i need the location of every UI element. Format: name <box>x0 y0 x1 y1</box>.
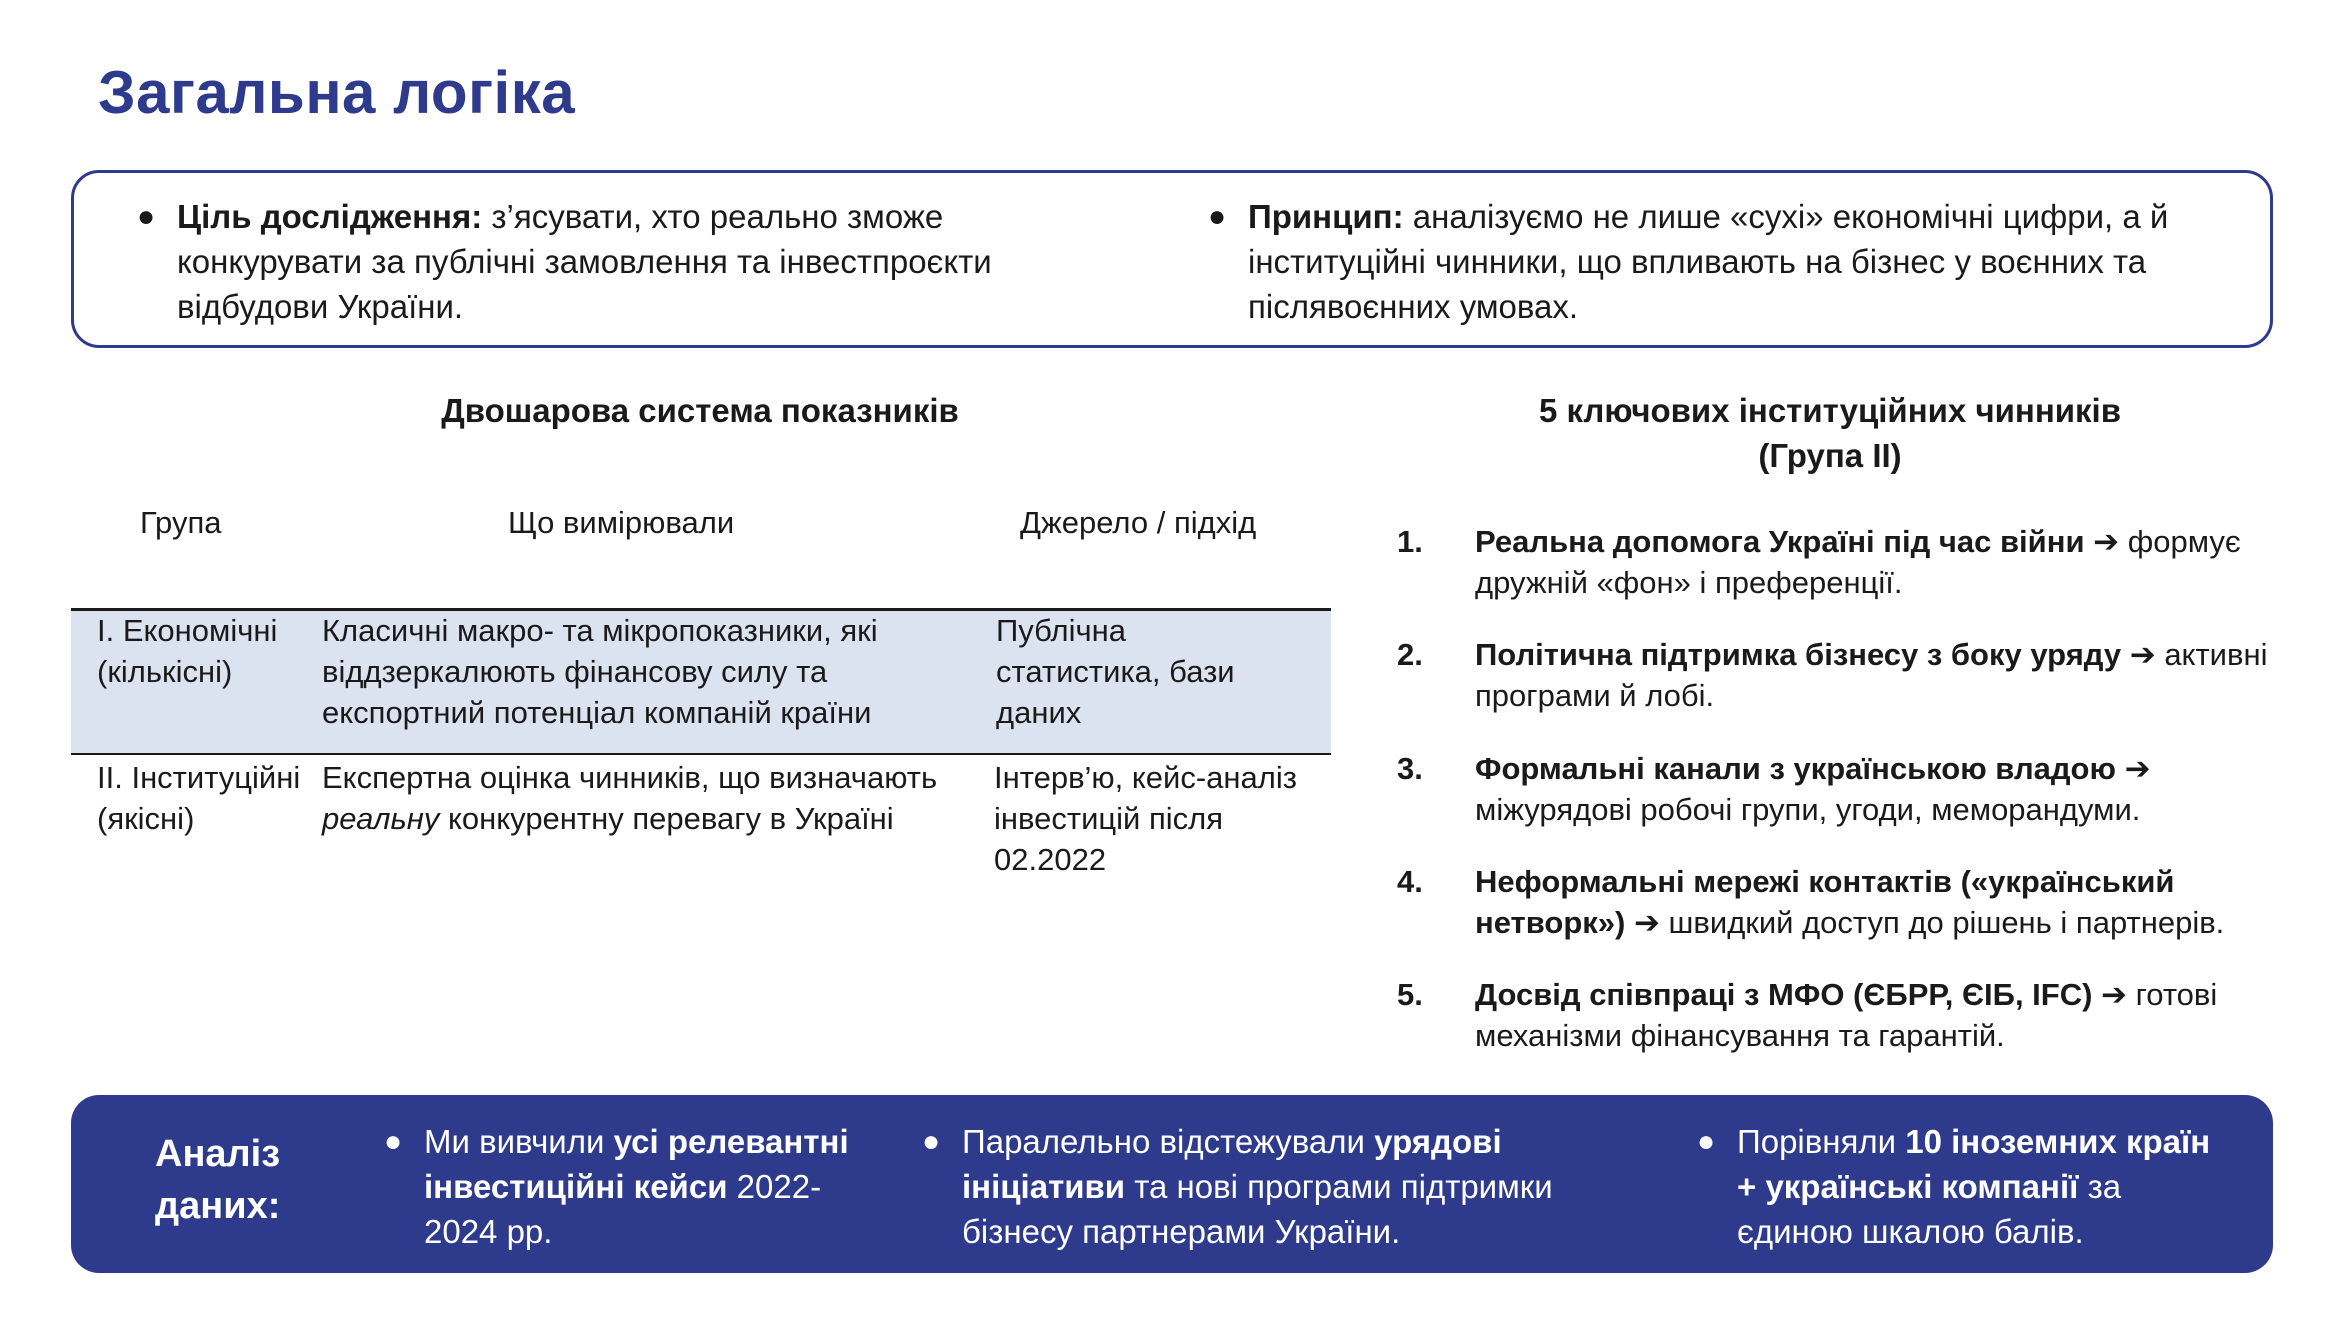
list-number: 2. <box>1397 637 1423 672</box>
list-number: 3. <box>1397 751 1423 786</box>
table-cell-group: І. Економічні (кількісні) <box>97 613 278 689</box>
cell-text: конкурентну перевагу в Україні <box>439 801 894 836</box>
column-header-measured: Що вимірювали <box>508 505 735 540</box>
bullet-icon: ● <box>922 1125 941 1158</box>
page-title: Загальна логіка <box>98 59 576 126</box>
table-cell-source: Публічна статистика, бази даних <box>996 613 1235 730</box>
bullet-emphasis: урядові ініціативи <box>962 1123 1502 1205</box>
list-item <box>1397 861 2285 943</box>
bullet-text: Паралельно відстежували <box>962 1123 1375 1160</box>
column-header-source: Джерело / підхід <box>1020 505 1257 540</box>
table-cell-measured: Класичні макро- та мікропоказники, які віддзеркалюють фінансову силу та експортний потенціал компаній країни <box>322 613 878 730</box>
list-item-text: активні програми й лобі. <box>1475 637 2268 713</box>
goal-text: з’ясувати, хто реально зможе конкурувати за публічні замовлення та інвестпроєкти відбудови України. <box>177 198 992 325</box>
list-item <box>1397 974 2285 1056</box>
goal-bullet <box>137 194 1057 329</box>
list-item-title: Формальні канали з українською владою <box>1475 751 2116 786</box>
list-item-text: формує дружній «фон» і преференції. <box>1475 524 2241 600</box>
analysis-label: Аналіз даних: <box>155 1133 281 1227</box>
analysis-bullet <box>384 1119 894 1254</box>
table-cell-group: ІІ. Інституційні (якісні) <box>97 760 301 836</box>
table-cell-source: Інтерв’ю, кейс-аналіз інвестицій після 02.2022 <box>994 760 1297 877</box>
list-item-text: готові механізми фінансування та гарантій. <box>1475 977 2218 1053</box>
bullet-icon: ● <box>137 200 156 233</box>
arrow-icon: ➔ <box>2092 977 2136 1012</box>
column-header-group: Група <box>140 505 222 540</box>
principle-label: Принцип: <box>1248 198 1404 235</box>
principle-bullet <box>1208 194 2178 329</box>
arrow-icon: ➔ <box>2115 751 2151 786</box>
list-item-title: Неформальні мережі контактів («український нетворк») <box>1475 864 2175 940</box>
bullet-emphasis: усі релевантні інвестиційні кейси <box>424 1123 849 1205</box>
list-number: 1. <box>1397 524 1423 559</box>
factors-heading-line2: (Група ІІ) <box>1758 437 1902 474</box>
bullet-text: 2022-2024 рр. <box>424 1168 822 1250</box>
analysis-bullet <box>922 1119 1662 1254</box>
table-divider <box>71 753 1331 755</box>
bullet-text: Ми вивчили <box>424 1123 614 1160</box>
list-item <box>1397 521 2285 603</box>
bullet-icon: ● <box>384 1125 403 1158</box>
list-item <box>1397 748 2285 830</box>
bullet-text: Порівняли <box>1737 1123 1906 1160</box>
table-cell-measured <box>322 757 962 839</box>
bullet-text: та нові програми підтримки бізнесу партнерами України. <box>962 1168 1553 1250</box>
list-item-title: Досвід співпраці з МФО (ЄБРР, ЄІБ, IFC) <box>1475 977 2093 1012</box>
analysis-bullet <box>1697 1119 2237 1254</box>
list-item-title: Політична підтримка бізнесу з боку уряду <box>1475 637 2122 672</box>
bullet-icon: ● <box>1208 200 1227 233</box>
factors-heading <box>1430 388 2230 478</box>
principle-text: аналізуємо не лише «сухі» економічні цифри, а й інституційні чинники, що впливають на бізнес у воєнних та післявоєнних умовах. <box>1248 198 2169 325</box>
bullet-emphasis: 10 іноземних країн + українські компанії <box>1737 1123 2211 1205</box>
list-item-title: Реальна допомога Україні під час війни <box>1475 524 2085 559</box>
list-number: 5. <box>1397 977 1423 1012</box>
list-item-text: міжурядові робочі групи, угоди, меморандуми. <box>1475 792 2141 827</box>
table-heading: Двошарова система показників <box>441 392 959 429</box>
arrow-icon: ➔ <box>2121 637 2165 672</box>
cell-emphasis: реальну <box>322 801 440 836</box>
arrow-icon: ➔ <box>1625 905 1669 940</box>
list-number: 4. <box>1397 864 1423 899</box>
arrow-icon: ➔ <box>2084 524 2128 559</box>
bullet-icon: ● <box>1697 1125 1716 1158</box>
list-item <box>1397 634 2285 716</box>
bullet-text: за єдиною шкалою балів. <box>1737 1168 2122 1250</box>
goal-label: Ціль дослідження: <box>177 198 483 235</box>
factors-heading-line1: 5 ключових інституційних чинників <box>1538 392 2122 429</box>
list-item-text: швидкий доступ до рішень і партнерів. <box>1668 905 2225 940</box>
cell-text: Експертна оцінка чинників, що визначають <box>322 760 938 795</box>
